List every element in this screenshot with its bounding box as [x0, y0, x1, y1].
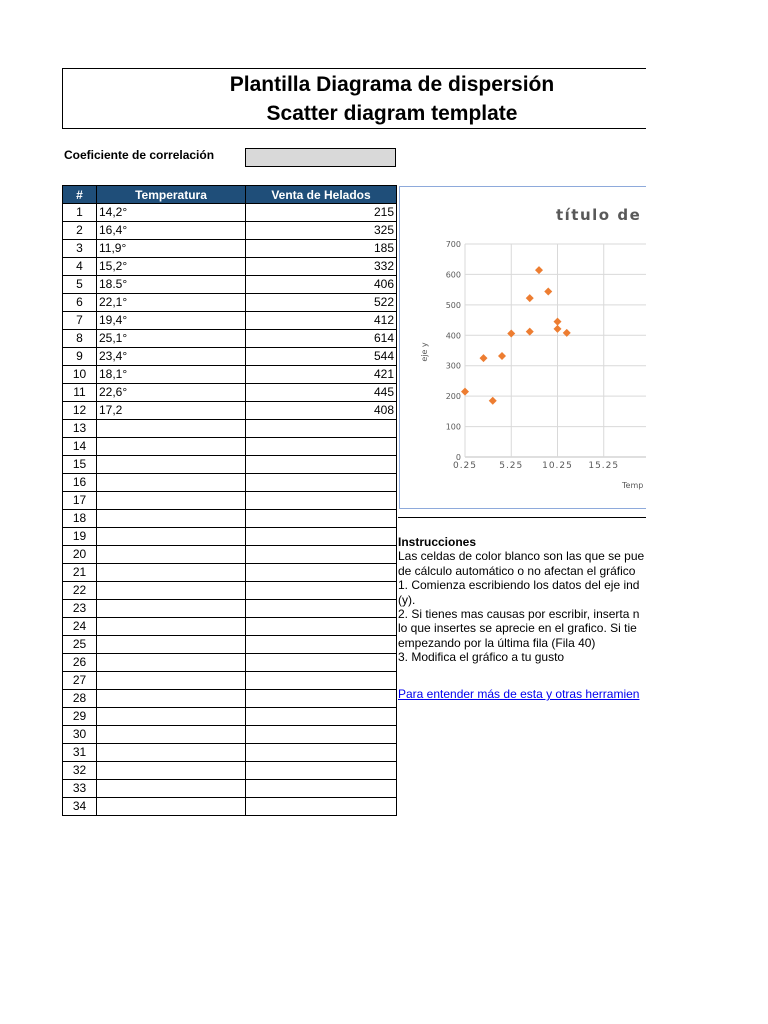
table-row: [63, 438, 397, 456]
instructions-body: [398, 549, 656, 664]
sales-cell[interactable]: 332: [246, 258, 397, 276]
temperature-cell[interactable]: [97, 798, 246, 816]
scatter-point: [526, 294, 534, 302]
table-row: [63, 222, 397, 240]
temperature-cell[interactable]: 22,1°: [97, 294, 246, 312]
table-row: [63, 420, 397, 438]
row-number-cell: 3: [63, 240, 97, 258]
temperature-cell[interactable]: [97, 546, 246, 564]
y-tick-label: 0: [455, 453, 461, 462]
row-number-cell: 1: [63, 204, 97, 222]
table-row: [63, 654, 397, 672]
y-tick-label: 700: [445, 240, 461, 249]
table-row: [63, 708, 397, 726]
chart-title: título de: [556, 206, 642, 224]
sales-cell[interactable]: [246, 636, 397, 654]
temperature-cell[interactable]: [97, 690, 246, 708]
instruction-line: empezando por la última fila (Fila 40): [398, 635, 596, 650]
y-tick-label: 500: [445, 300, 461, 310]
table-row: [63, 546, 397, 564]
sales-cell[interactable]: 412: [246, 312, 397, 330]
table-row: [63, 600, 397, 618]
table-row: [63, 618, 397, 636]
table-row: [63, 312, 397, 330]
temperature-cell[interactable]: [97, 636, 246, 654]
temperature-cell[interactable]: [97, 438, 246, 456]
table-row: [63, 636, 397, 654]
table-row: [63, 204, 397, 222]
row-number-cell: 22: [63, 582, 97, 600]
temperature-cell[interactable]: [97, 564, 246, 582]
temperature-cell[interactable]: 15,2°: [97, 258, 246, 276]
temperature-cell[interactable]: 17,2: [97, 402, 246, 420]
sales-cell[interactable]: [246, 708, 397, 726]
sales-cell[interactable]: [246, 582, 397, 600]
x-tick-label: 10.25: [542, 461, 573, 471]
row-number-cell: 14: [63, 438, 97, 456]
scatter-chart[interactable]: [399, 186, 659, 509]
temperature-cell[interactable]: [97, 780, 246, 798]
row-number-cell: 25: [63, 636, 97, 654]
temperature-cell[interactable]: [97, 744, 246, 762]
sales-cell[interactable]: 522: [246, 294, 397, 312]
chart-x-axis-label: Temp: [622, 481, 644, 490]
temperature-cell[interactable]: 19,4°: [97, 312, 246, 330]
table-row: [63, 348, 397, 366]
sales-cell[interactable]: [246, 798, 397, 816]
temperature-cell[interactable]: [97, 492, 246, 510]
table-row: [63, 294, 397, 312]
temperature-cell[interactable]: [97, 726, 246, 744]
table-row: [63, 402, 397, 420]
correlation-cell[interactable]: [245, 148, 396, 167]
y-tick-label: 200: [445, 392, 461, 402]
table-body: [63, 204, 397, 816]
table-row: [63, 276, 397, 294]
scatter-point: [489, 397, 497, 405]
temperature-cell[interactable]: 22,6°: [97, 384, 246, 402]
row-number-cell: 6: [63, 294, 97, 312]
scatter-point: [544, 287, 552, 295]
row-number-cell: 19: [63, 528, 97, 546]
table-row: [63, 564, 397, 582]
instructions: [398, 535, 656, 665]
y-tick-label: 100: [445, 422, 461, 432]
header-number: #: [63, 186, 97, 204]
table-row: [63, 330, 397, 348]
row-number-cell: 23: [63, 600, 97, 618]
viewport-clip: [646, 0, 768, 1024]
table-row: [63, 762, 397, 780]
sales-cell[interactable]: 408: [246, 402, 397, 420]
temperature-cell[interactable]: 25,1°: [97, 330, 246, 348]
scatter-point: [554, 325, 562, 333]
table-row: [63, 492, 397, 510]
header-sales: Venta de Helados: [246, 186, 397, 204]
sales-cell[interactable]: [246, 744, 397, 762]
chart-gridlines: [465, 244, 659, 457]
table-row: [63, 456, 397, 474]
table-row: [63, 780, 397, 798]
row-number-cell: 27: [63, 672, 97, 690]
row-number-cell: 29: [63, 708, 97, 726]
instruction-line: de cálculo automático o no afectan el gráfico: [398, 563, 636, 578]
row-number-cell: 2: [63, 222, 97, 240]
info-link[interactable]: Para entender más de esta y otras herramien: [398, 687, 640, 701]
scatter-point: [554, 318, 562, 326]
temperature-cell[interactable]: 18.5°: [97, 276, 246, 294]
table-row: [63, 798, 397, 816]
instructions-title: Instrucciones: [398, 535, 477, 549]
x-tick-label: 15.25: [588, 461, 620, 471]
sales-cell[interactable]: [246, 600, 397, 618]
instruction-line: 1. Comienza escribiendo los datos del eje ind: [398, 578, 640, 593]
row-number-cell: 17: [63, 492, 97, 510]
page-subtitle: Scatter diagram template: [266, 102, 518, 125]
sales-cell[interactable]: [246, 510, 397, 528]
sales-cell[interactable]: [246, 780, 397, 798]
temperature-cell[interactable]: [97, 510, 246, 528]
sales-cell[interactable]: [246, 546, 397, 564]
sales-cell[interactable]: [246, 726, 397, 744]
row-number-cell: 16: [63, 474, 97, 492]
sales-cell[interactable]: 544: [246, 348, 397, 366]
sales-cell[interactable]: 325: [246, 222, 397, 240]
row-number-cell: 30: [63, 726, 97, 744]
row-number-cell: 13: [63, 420, 97, 438]
sales-cell[interactable]: 215: [246, 204, 397, 222]
sales-cell[interactable]: [246, 456, 397, 474]
y-tick-label: 300: [445, 361, 461, 371]
temperature-cell[interactable]: [97, 456, 246, 474]
row-number-cell: 24: [63, 618, 97, 636]
row-number-cell: 18: [63, 510, 97, 528]
title-box: [62, 68, 662, 129]
sales-cell[interactable]: 614: [246, 330, 397, 348]
row-number-cell: 9: [63, 348, 97, 366]
temperature-cell[interactable]: [97, 420, 246, 438]
temperature-cell[interactable]: [97, 474, 246, 492]
scatter-point: [480, 354, 488, 362]
sales-cell[interactable]: 406: [246, 276, 397, 294]
temperature-cell[interactable]: 18,1°: [97, 366, 246, 384]
table-row: [63, 258, 397, 276]
scatter-point: [507, 329, 515, 337]
table-row: [63, 690, 397, 708]
instruction-line: Las celdas de color blanco son las que se pue: [398, 549, 645, 564]
row-number-cell: 11: [63, 384, 97, 402]
chart-y-axis-label: eje y: [420, 342, 429, 362]
temperature-cell[interactable]: 16,4°: [97, 222, 246, 240]
sales-cell[interactable]: [246, 654, 397, 672]
sales-cell[interactable]: [246, 492, 397, 510]
header-temperature: Temperatura: [97, 186, 246, 204]
row-number-cell: 31: [63, 744, 97, 762]
table-row: [63, 474, 397, 492]
row-number-cell: 34: [63, 798, 97, 816]
table-row: [63, 582, 397, 600]
page-title: Plantilla Diagrama de dispersión: [229, 73, 555, 96]
temperature-cell[interactable]: [97, 618, 246, 636]
sales-cell[interactable]: [246, 672, 397, 690]
row-number-cell: 8: [63, 330, 97, 348]
x-tick-label: 0.25: [452, 461, 478, 471]
temperature-cell[interactable]: 23,4°: [97, 348, 246, 366]
temperature-cell[interactable]: [97, 708, 246, 726]
chart-canvas: [400, 187, 659, 509]
sales-cell[interactable]: [246, 564, 397, 582]
scatter-point: [535, 266, 543, 274]
row-number-cell: 4: [63, 258, 97, 276]
sales-cell[interactable]: [246, 438, 397, 456]
row-number-cell: 26: [63, 654, 97, 672]
sales-cell[interactable]: [246, 474, 397, 492]
row-number-cell: 7: [63, 312, 97, 330]
temperature-cell[interactable]: [97, 672, 246, 690]
table-row: [63, 366, 397, 384]
temperature-cell[interactable]: [97, 600, 246, 618]
row-number-cell: 10: [63, 366, 97, 384]
row-number-cell: 21: [63, 564, 97, 582]
sales-cell[interactable]: [246, 690, 397, 708]
scatter-point: [526, 328, 534, 336]
sales-cell[interactable]: [246, 618, 397, 636]
row-number-cell: 20: [63, 546, 97, 564]
sales-cell[interactable]: 421: [246, 366, 397, 384]
temperature-cell[interactable]: [97, 762, 246, 780]
sales-cell[interactable]: [246, 528, 397, 546]
instruction-line: 3. Modifica el gráfico a tu gusto: [398, 650, 565, 665]
row-number-cell: 5: [63, 276, 97, 294]
temperature-cell[interactable]: 11,9°: [97, 240, 246, 258]
sales-cell[interactable]: 185: [246, 240, 397, 258]
table-row: [63, 384, 397, 402]
x-tick-label: 5.25: [499, 461, 524, 471]
instruction-line: (y).: [398, 592, 416, 607]
correlation-label: Coeficiente de correlación: [64, 148, 215, 162]
data-table: [62, 185, 397, 816]
scatter-point: [498, 352, 506, 360]
scatter-point: [461, 388, 469, 396]
instruction-line: 2. Si tienes mas causas por escribir, inserta n: [398, 607, 640, 622]
sales-cell[interactable]: [246, 420, 397, 438]
table-row: [63, 726, 397, 744]
row-number-cell: 12: [63, 402, 97, 420]
temperature-cell[interactable]: [97, 528, 246, 546]
row-number-cell: 28: [63, 690, 97, 708]
sales-cell[interactable]: 445: [246, 384, 397, 402]
section-divider: [398, 517, 658, 518]
row-number-cell: 32: [63, 762, 97, 780]
table-row: [63, 510, 397, 528]
table-row: [63, 672, 397, 690]
table-header-row: [63, 186, 397, 204]
temperature-cell[interactable]: [97, 654, 246, 672]
row-number-cell: 15: [63, 456, 97, 474]
row-number-cell: 33: [63, 780, 97, 798]
temperature-cell[interactable]: [97, 582, 246, 600]
y-tick-label: 600: [445, 270, 461, 280]
table-row: [63, 240, 397, 258]
sales-cell[interactable]: [246, 762, 397, 780]
instruction-line: lo que insertes se aprecie en el grafico. Si tie: [398, 621, 637, 636]
table-row: [63, 744, 397, 762]
temperature-cell[interactable]: 14,2°: [97, 204, 246, 222]
table-row: [63, 528, 397, 546]
y-tick-label: 400: [445, 331, 461, 341]
